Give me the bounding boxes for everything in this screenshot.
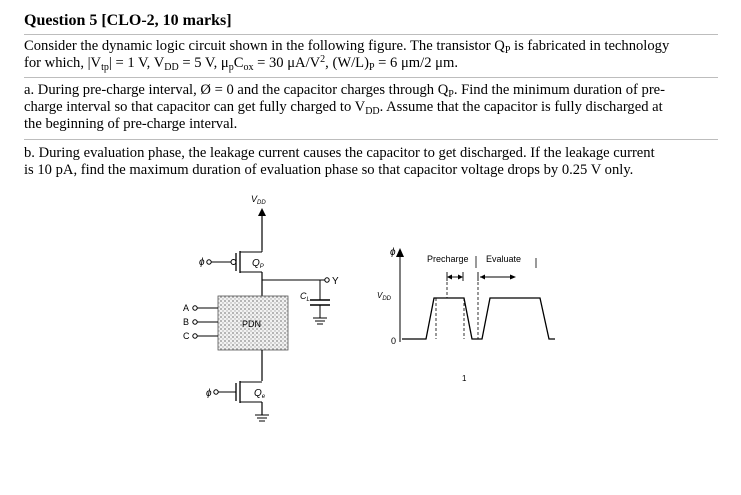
vdd-label: $V_{DD}$ bbox=[251, 194, 266, 206]
precharge-label: Precharge bbox=[427, 254, 469, 264]
pdn-label: PDN bbox=[242, 319, 262, 329]
input-c-label: C bbox=[183, 331, 190, 341]
timing-vdd-label: $V_{DD}$ bbox=[377, 291, 392, 302]
phi-waveform bbox=[402, 298, 555, 339]
qp-gate-bubble bbox=[231, 260, 236, 265]
qp-transistor bbox=[199, 250, 264, 273]
input-a-label: A bbox=[183, 303, 190, 313]
timing-stray-mark: 1 bbox=[462, 374, 467, 383]
qp-label: $Q_P$ bbox=[252, 258, 264, 270]
vdd-node bbox=[251, 194, 266, 250]
timing-axis-arrow bbox=[396, 248, 404, 257]
output-label: Y bbox=[332, 276, 339, 287]
qe-label: $Q_e$ bbox=[254, 388, 266, 400]
output-terminal bbox=[325, 278, 329, 282]
phi-input-label: ϕ bbox=[199, 257, 205, 268]
question-title: Question 5 [CLO-2, 10 marks] bbox=[24, 12, 232, 29]
input-a-terminal bbox=[193, 306, 197, 310]
vdd-arrow bbox=[258, 208, 266, 216]
input-c-terminal bbox=[193, 334, 197, 338]
input-b-label: B bbox=[183, 317, 190, 327]
load-capacitor bbox=[300, 280, 330, 324]
part-a-paragraph: a. During pre-charge interval, Ø = 0 and the capacitor charges through $Q_P$. Find the minimum duration of pre- charge interval so that capacitor can get fully charged to $V_{DD}$. Assume that the capacitor is fully discharged at the beginning of pre-charge interval. bbox=[24, 82, 666, 132]
part-b-paragraph: b. During evaluation phase, the leakage current causes the capacitor to get discharged. If the leakage current is 10 pA, find the maximum duration of evaluation phase so that capacitor voltage drops by 0.25 V only. bbox=[24, 145, 655, 178]
phi-e-label: ϕ bbox=[206, 388, 212, 399]
evaluate-label: Evaluate bbox=[486, 254, 522, 264]
timing-zero-label: 0 bbox=[391, 336, 397, 346]
input-b-terminal bbox=[193, 320, 197, 324]
timing-phi-label: ϕ bbox=[390, 247, 396, 258]
phi-input-terminal bbox=[207, 260, 211, 264]
cap-label: $C_L$ bbox=[300, 291, 310, 303]
timing-diagram bbox=[377, 247, 555, 383]
pdn-block bbox=[183, 296, 288, 350]
qe-transistor bbox=[206, 381, 269, 421]
intro-paragraph: Consider the dynamic logic circuit shown in the following figure. The transistor $Q_P$ is fabricated in technology for which, $|V_{tp}| = 1$ V, $V_{DD} = 5$ V, $\mu_pC_{ox} = 30$ $\mu A/V^2$, $(W/L)_P = 6$ μm/2 μm. bbox=[24, 38, 670, 73]
phi-e-terminal bbox=[214, 390, 218, 394]
